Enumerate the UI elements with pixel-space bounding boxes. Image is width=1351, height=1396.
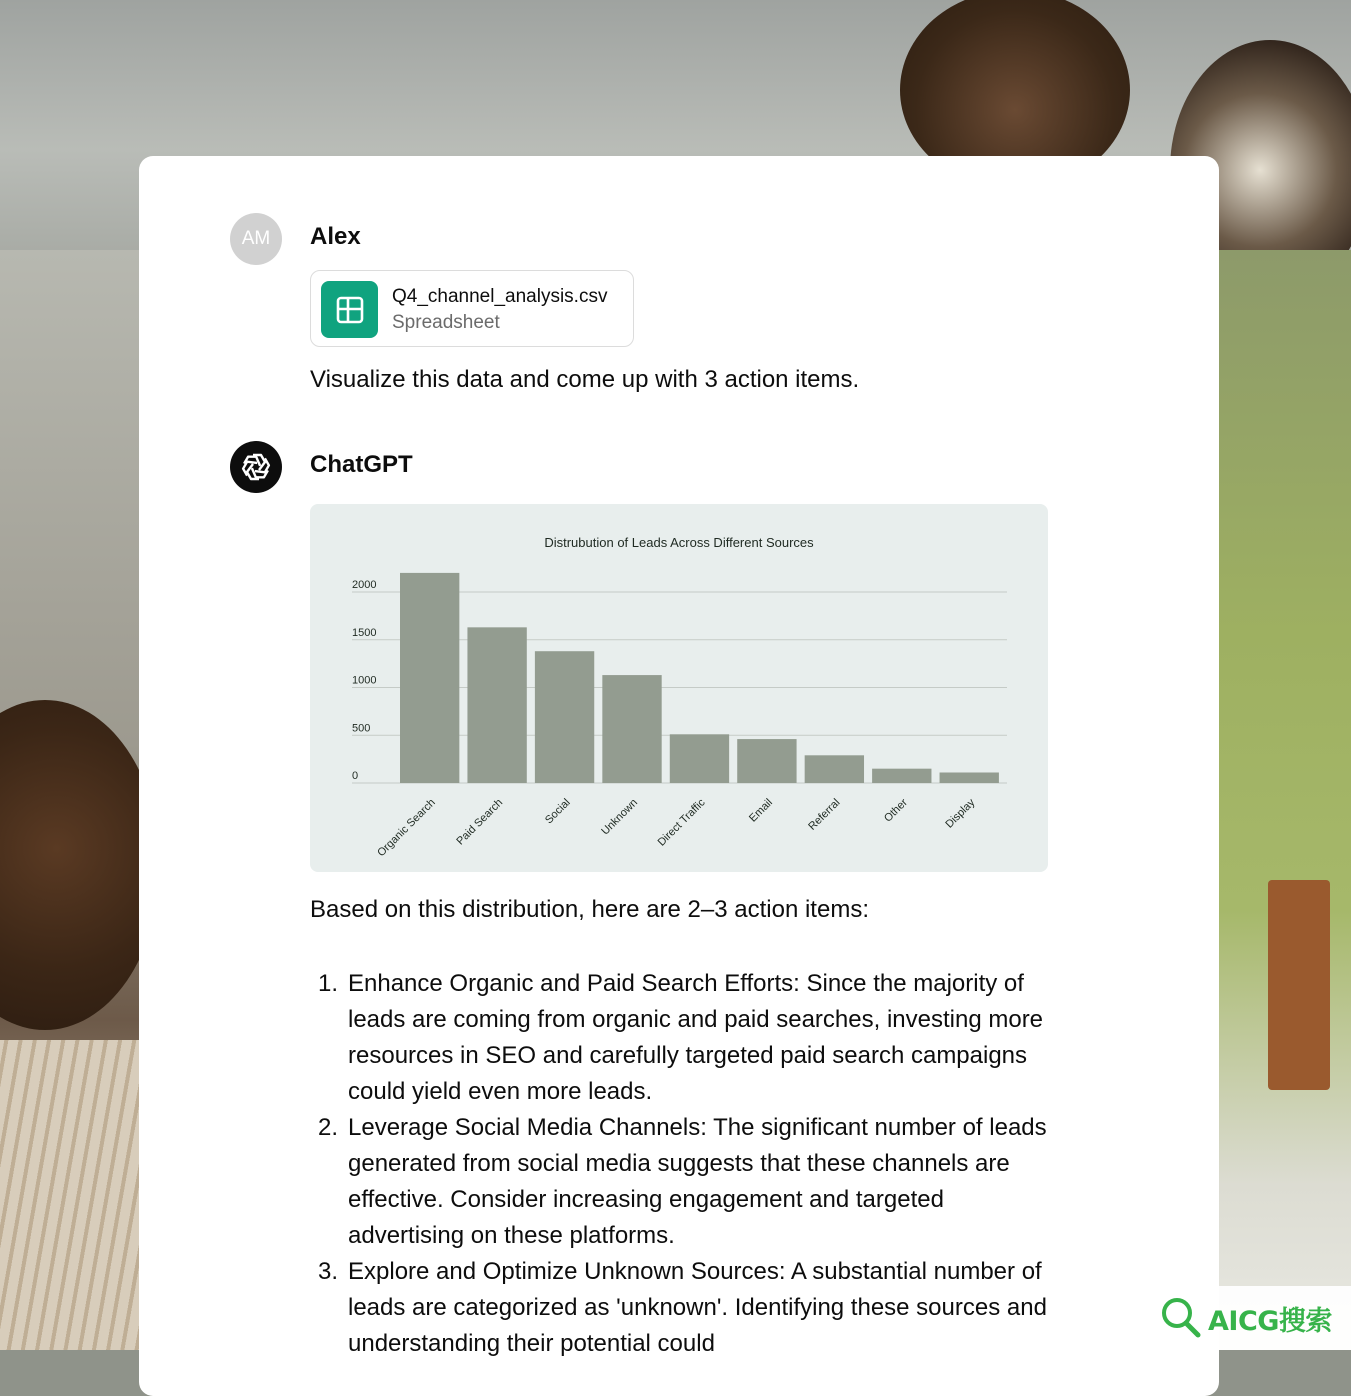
user-name: Alex	[310, 223, 361, 250]
bar	[872, 769, 931, 783]
action-items-list	[310, 966, 1060, 1362]
x-tick-label: Other	[881, 796, 910, 825]
bar	[400, 573, 459, 783]
x-tick-label: Email	[747, 796, 776, 825]
x-tick-label: Unknown	[599, 796, 641, 838]
watermark-text: AICG搜索	[1208, 1305, 1332, 1337]
y-tick-label: 2000	[352, 579, 377, 591]
bar	[467, 627, 526, 783]
y-tick-label: 1500	[352, 626, 377, 639]
y-tick-label: 500	[352, 722, 371, 735]
assistant-intro: Based on this distribution, here are 2–3 action items:	[310, 896, 869, 923]
list-item-number: 3.	[318, 1258, 339, 1285]
assistant-name: ChatGPT	[310, 451, 413, 478]
x-tick-label: Paid Search	[454, 796, 506, 848]
bar-chart-svg	[310, 504, 1048, 872]
chart-title: Distrubution of Leads Across Different Sources	[544, 535, 814, 550]
list-item-number: 2.	[318, 1114, 339, 1141]
x-tick-label: Referral	[806, 796, 843, 833]
list-item	[310, 1254, 1060, 1362]
bar	[940, 772, 999, 783]
bar	[602, 675, 661, 783]
list-item	[310, 1110, 1060, 1254]
bar	[805, 755, 864, 783]
bar-chart	[310, 504, 1048, 872]
user-message: Visualize this data and come up with 3 action items.	[310, 366, 860, 393]
watermark	[1148, 1286, 1351, 1350]
user-initials: AM	[241, 228, 271, 249]
user-avatar	[230, 213, 282, 265]
attachment-chip[interactable]	[310, 270, 634, 347]
spreadsheet-icon	[321, 281, 378, 338]
magnifier-icon	[1158, 1295, 1206, 1341]
attachment-type: Spreadsheet	[392, 312, 500, 333]
list-item-text: Leverage Social Media Channels: The significant number of leads generated from social media suggests that these channels are effective. Consider increasing engagement and targeted advertising on these platforms.	[348, 1114, 1047, 1249]
attachment-filename: Q4_channel_analysis.csv	[392, 286, 608, 307]
x-tick-label: Display	[943, 796, 978, 831]
y-tick-label: 0	[352, 770, 359, 782]
openai-logo-icon	[230, 441, 282, 493]
bar	[670, 734, 729, 783]
y-tick-label: 1000	[352, 674, 377, 687]
list-item	[310, 966, 1060, 1110]
chat-card	[139, 156, 1219, 1396]
bar	[535, 651, 594, 783]
bar	[737, 739, 796, 783]
list-item-text: Explore and Optimize Unknown Sources: A substantial number of leads are categorized as 'unknown'. Identifying these sources and understanding their potential could	[348, 1258, 1047, 1357]
background-strap	[1268, 880, 1330, 1090]
list-item-number: 1.	[318, 970, 339, 997]
background-right	[1200, 250, 1351, 1350]
x-tick-label: Social	[543, 796, 573, 827]
list-item-text: Enhance Organic and Paid Search Efforts: Since the majority of leads are coming from organic and paid searches, investing more resources in SEO and carefully targeted paid search campaigns could yield even more leads.	[348, 970, 1044, 1105]
x-tick-label: Direct Traffic	[655, 796, 708, 849]
x-tick-label: Organic Search	[375, 796, 438, 860]
